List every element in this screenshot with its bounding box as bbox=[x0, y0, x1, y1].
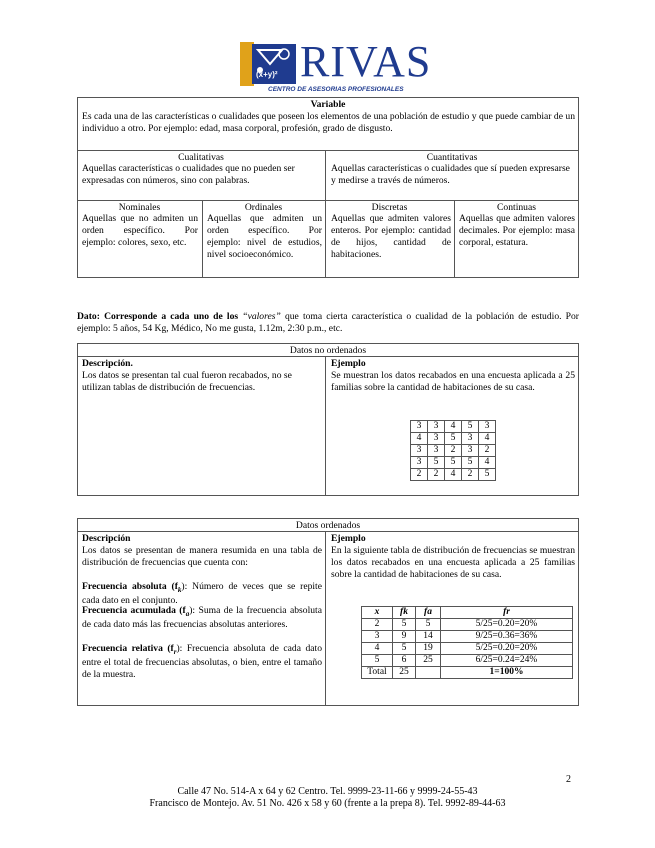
dato-paragraph bbox=[77, 311, 579, 335]
ordenados-desc-text: Los datos se presentan de manera resumida en una tabla de distribución de frecuencias que cuenta con: bbox=[82, 545, 322, 568]
footer-line-2: Francisco de Montejo. Av. 51 No. 426 x 58 y 60 (frente a la prepa 8). Tel. 9992-89-44-63 bbox=[149, 798, 506, 809]
ordinales-text: Aquellas que admiten un orden específico. Por ejemplo: nivel de estudios, nivel socioeconómico. bbox=[207, 213, 322, 260]
dato-text-after: que toma cierta característica o cualidad de la población de estudio. Por ejemplo: 5 años, 54 Kg, Médico, No me gusta, 1.12m, 2:30 p.m., etc. bbox=[77, 311, 579, 334]
continuas-title: Continuas bbox=[497, 202, 536, 213]
discretas-title: Discretas bbox=[371, 202, 408, 213]
header-x: x bbox=[362, 607, 393, 619]
frecuencia-acumulada bbox=[82, 605, 322, 631]
ordenados-ej-text: En la siguiente tabla de distribución de frecuencias se muestran los datos recabados en una encuesta aplicada a 25 familias sobre la cantidad de habitaciones de su casa. bbox=[331, 545, 575, 580]
table-row: 2 2 4 2 5 bbox=[411, 469, 496, 481]
raw-data-grid bbox=[410, 420, 496, 481]
fa-label: Frecuencia absoluta (f bbox=[82, 581, 178, 592]
fa-sub: k bbox=[177, 585, 182, 594]
nominales-text: Aquellas que no admiten un orden específico. Por ejemplo: colores, sexo, etc. bbox=[82, 213, 198, 248]
facum-text: ): Suma de la frecuencia absoluta de cada dato más las frecuencias absolutas anteriores. bbox=[82, 605, 322, 630]
frel-text: ): Frecuencia absoluta de cada dato entre el total de frecuencias absolutas, o bien, entre el tamaño de la muestra. bbox=[82, 643, 322, 680]
header-fa: fa bbox=[416, 607, 441, 619]
no-ordenados-ej-title: Ejemplo bbox=[331, 358, 366, 369]
footer-line-1: Calle 47 No. 514-A x 64 y 62 Centro. Tel. 9999-23-11-66 y 9999-24-55-43 bbox=[177, 786, 478, 797]
no-ordenados-title: Datos no ordenados bbox=[289, 345, 367, 356]
table-row: 3 9 14 9/25=0.36=36% bbox=[362, 631, 573, 643]
cualitativas-title: Cualitativas bbox=[178, 152, 224, 163]
no-ordenados-ej-text: Se muestran los datos recabados en una encuesta aplicada a 25 familias sobre la cantidad de habitaciones de su casa. bbox=[331, 370, 575, 393]
logo-name: RIVAS bbox=[300, 37, 432, 86]
cuantitativas-title: Cuantitativas bbox=[426, 152, 478, 163]
dato-text-before: Corresponde a cada uno de los bbox=[104, 311, 243, 322]
dato-valores: “valores” bbox=[242, 311, 281, 322]
discretas-text: Aquellas que admiten valores enteros. Por ejemplo: cantidad de hijos, cantidad de habitaciones. bbox=[331, 213, 451, 260]
table-row: 3 3 2 3 2 bbox=[411, 445, 496, 457]
cualitativas-text: Aquellas características o cualidades que no pueden ser expresadas con números, sino con palabras. bbox=[82, 163, 295, 186]
continuas-text: Aquellas que admiten valores decimales. Por ejemplo: masa corporal, estatura. bbox=[459, 213, 575, 248]
frequency-table bbox=[361, 606, 573, 679]
facum-sub: a bbox=[185, 609, 190, 618]
ordenados-ej-title: Ejemplo bbox=[331, 533, 366, 544]
cuantitativas-text: Aquellas características o cualidades que sí pueden expresarse y medirse a través de números. bbox=[331, 163, 570, 186]
table-total-row: Total 25 1=100% bbox=[362, 667, 573, 679]
table-row: 4 3 5 3 4 bbox=[411, 433, 496, 445]
no-ordenados-desc-title: Descripción. bbox=[82, 358, 133, 369]
frecuencia-relativa bbox=[82, 643, 322, 681]
frecuencia-absoluta bbox=[82, 581, 322, 607]
header-fr: fr bbox=[441, 607, 573, 619]
variable-definition: Es cada una de las características o cualidades que poseen los elementos de una población de estudio y que puede cambiar de un individuo a otro. Por ejemplo: edad, masa corporal, profesión, grado de disgusto. bbox=[82, 111, 575, 134]
logo-emblem-icon bbox=[238, 40, 300, 92]
page-number: 2 bbox=[566, 774, 571, 785]
ordenados-desc-title: Descripción bbox=[82, 533, 131, 544]
dato-label: Dato: bbox=[77, 311, 100, 322]
table-row: 3 3 4 5 3 bbox=[411, 421, 496, 433]
ordenados-title: Datos ordenados bbox=[295, 520, 361, 531]
fa-text: ): Número de veces que se repite cada dato en el conjunto. bbox=[82, 581, 322, 606]
header-fk: fk bbox=[393, 607, 416, 619]
logo-tagline: CENTRO DE ASESORIAS PROFESIONALES bbox=[268, 86, 404, 93]
logo-emblem-text: (x+y)² bbox=[256, 70, 278, 79]
logo bbox=[238, 37, 432, 96]
table-row: 5 6 25 6/25=0.24=24% bbox=[362, 655, 573, 667]
ordinales-title: Ordinales bbox=[244, 202, 283, 213]
table-row: 4 5 19 5/25=0.20=20% bbox=[362, 643, 573, 655]
nominales-title: Nominales bbox=[118, 202, 161, 213]
facum-label: Frecuencia acumulada (f bbox=[82, 605, 186, 616]
frel-label: Frecuencia relativa (f bbox=[82, 643, 174, 654]
frel-sub: r bbox=[173, 647, 177, 656]
table-header-row bbox=[362, 607, 573, 619]
variable-title: Variable bbox=[310, 99, 346, 110]
table-row: 2 5 5 5/25=0.20=20% bbox=[362, 619, 573, 631]
table-row: 3 5 5 5 4 bbox=[411, 457, 496, 469]
no-ordenados-desc-text: Los datos se presentan tal cual fueron recabados, no se utilizan tablas de distribución de frecuencias. bbox=[82, 370, 292, 393]
